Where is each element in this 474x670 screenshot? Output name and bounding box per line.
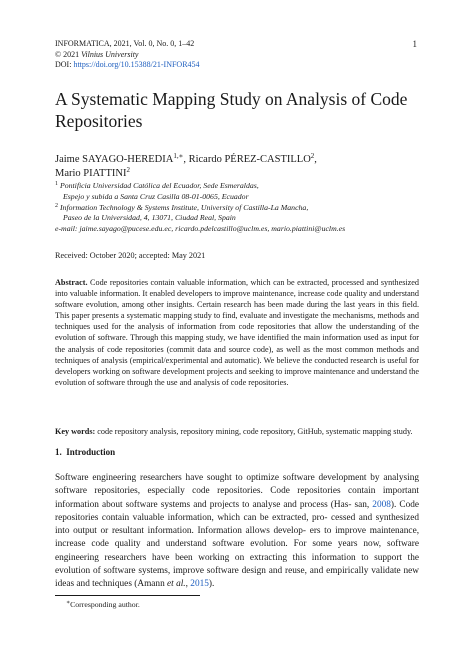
intro-line: cessed and synthesized into output or resultant information. Information allows develop-: [55, 512, 419, 537]
doi-line: [55, 60, 420, 71]
footnote-mark: ∗: [66, 600, 71, 606]
intro-line: ,: [185, 579, 191, 590]
doi-label: DOI:: [55, 60, 74, 69]
journal-header: [55, 39, 420, 71]
author-1-mark: 1,∗: [173, 152, 184, 160]
copyright-line: [55, 50, 420, 61]
page-number: 1: [412, 39, 417, 49]
intro-line: some years now, software engineering researchers have been working on extracting this: [55, 539, 420, 563]
abstract-line: synthesized into valuable information. It enabled developers to improve maintenance, increase code: [55, 278, 420, 299]
abstract-line: quality and understand software evolution, among other insights. Certain research has been made: [55, 289, 419, 310]
intro-line: information to support the evolution of software systems, improve software design and: [55, 552, 419, 577]
affiliation-1-line-2: Espejo y subida a Santa Cruz Casilla 08-01-0065, Ecuador: [63, 191, 249, 201]
intro-line: Software engineering researchers have sought to optimize software development by: [55, 473, 380, 483]
abstract-label: Abstract.: [55, 278, 88, 287]
section-title: Introduction: [66, 447, 116, 457]
affiliation-2-line-1: Information Technology & Systems Institute, University of Castilla-La Mancha,: [59, 202, 309, 212]
section-number: 1.: [55, 447, 62, 457]
abstract-line: code repositories that allow the understanding of the evolution of software. Through this mapping: [55, 322, 420, 343]
title-line-2: Repositories: [55, 111, 143, 131]
author-2: Ricardo PÉREZ-CASTILLO: [188, 154, 311, 165]
received-dates: Received: October 2020; accepted: May 2021: [55, 251, 206, 260]
footnote-divider: [55, 595, 200, 596]
paper-title: [55, 88, 420, 132]
email-line: e-mail: jaime.sayago@pucese.edu.ec, ricardo.pdelcastillo@uclm.es, mario.piattini@uclm.es: [55, 224, 346, 234]
author-2-mark: 2: [310, 152, 315, 160]
copyright-prefix: © 2021: [55, 49, 82, 59]
citation-link[interactable]: 2008: [372, 499, 391, 510]
keywords-label: Key words:: [55, 427, 96, 436]
affiliation-2: [55, 203, 425, 214]
affiliation-1-number: 1: [55, 181, 58, 187]
abstract-line: and investigate the mechanisms, methods and techniques used for the analysis of information from: [55, 311, 419, 332]
author-sep-1: ,: [183, 154, 189, 165]
author-3-mark: 2: [126, 165, 130, 174]
intro-line: analysing software repositories, especially code repositories. Code repositories contain: [55, 473, 419, 497]
intro-line: san,: [354, 499, 373, 510]
abstract-line: (commit data and source code), as well as the most common methods and techniques of analysis: [55, 344, 419, 365]
doi-link[interactable]: https://doi.org/10.15388/21-INFOR454: [73, 60, 200, 69]
authors-line-1: [55, 153, 420, 167]
abstract-line: study, we have identified the main information used as input for the analysis of code repositories: [55, 333, 420, 354]
intro-line: important information about software systems and projects to analyse and process (Has-: [55, 486, 419, 510]
author-1: Jaime SAYAGO-HEREDIA: [55, 154, 174, 165]
affiliations: [55, 181, 425, 235]
author-sep-2: ,: [314, 154, 317, 165]
section-heading: [55, 447, 115, 457]
copyright-publisher: Vilnius University: [81, 49, 139, 59]
authors-line-2: [55, 167, 420, 181]
keywords-text: code repository analysis, repository mining, code repository, GitHub, systematic: [97, 427, 361, 436]
affiliation-2-line-2: Paseo de la Universidad, 4, 13071, Ciudad Real, Spain: [63, 213, 236, 223]
title-line-1: A Systematic Mapping Study on Analysis of Code: [55, 89, 408, 109]
introduction-paragraph: [55, 472, 419, 592]
intro-line: reuse, and empirically validate new ideas and techniques (Amann: [55, 566, 419, 590]
intro-line: ).: [208, 579, 215, 590]
citation-link[interactable]: 2015: [190, 579, 209, 590]
et-al: et al.: [167, 579, 186, 590]
affiliation-2-number: 2: [55, 202, 58, 209]
journal-info: INFORMATICA, 2021, Vol. 0, No. 0, 1–42: [55, 39, 195, 48]
abstract-line: working on software development projects and seeking to improve maintenance and understand the: [92, 366, 420, 376]
abstract-line: Code repositories contain valuable information, which can be extracted, processed and: [90, 278, 379, 287]
keywords-text-2: mapping study.: [362, 427, 413, 436]
abstract-line: during the last years in this field. This paper presents a systematic mapping study to find, evaluate: [55, 300, 420, 321]
keywords: [55, 426, 419, 437]
abstract-line: (empirical/experimental and automatic). We believe the conducted research is useful for developers: [55, 355, 420, 376]
author-3: Mario PIATTINI: [55, 167, 127, 179]
abstract: [55, 277, 419, 388]
abstract-line: evolution of software through the use and analysis of code repositories.: [55, 377, 289, 387]
footnote: [66, 600, 140, 609]
intro-line: ers to improve maintenance, increase code quality and understand software evolution. For: [55, 526, 420, 550]
intro-line: ). Code repositories contain valuable information, which can be extracted, pro-: [55, 499, 419, 523]
affiliation-1: [55, 181, 425, 192]
affiliation-1-line-1: Pontificia Universidad Católica del Ecuador, Sede Esmeraldas,: [59, 181, 259, 190]
author-list: [55, 153, 420, 180]
footnote-text: Corresponding author.: [70, 600, 140, 609]
